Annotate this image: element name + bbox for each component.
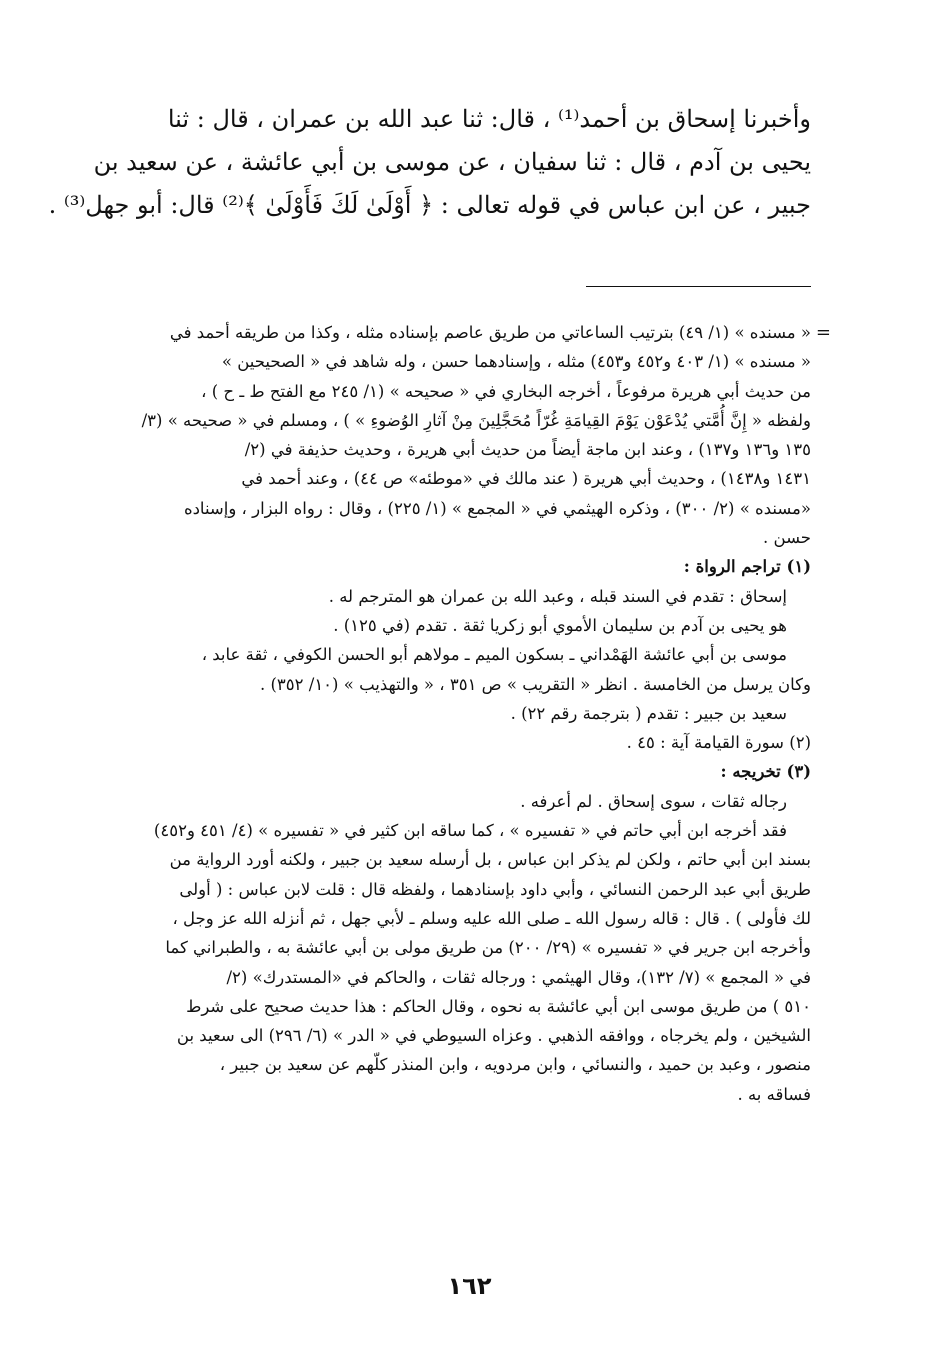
footnote-line: إسحاق : تقدم في السند قبله ، وعبد الله بن عمران هو المترجم له . — [328, 586, 787, 606]
footnote-line: «مسنده » (٢/ ٣٠٠) ، وذكره الهيثمي في « المجمع » (١/ ٢٢٥) ، وقال : رواه البزار ، وإسناده — [183, 498, 811, 518]
footnote-line: ١٣٥ و١٣٦ و١٣٧) ، وعند ابن ماجة أيضاً من حديث أبي هريرة ، وحديث حذيفة في (٢/ — [244, 440, 811, 460]
footnote-line: موسى بن أبي عائشة الهَمْداني ـ بسكون الميم ـ مولاهم أبو الحسن الكوفي ، ثقة عابد ، — [201, 645, 787, 665]
main-text-block — [48, 98, 811, 227]
footnote-line: ولفظه « إِنَّ أُمَّتي يُدْعَوْن يَوْمَ القِيامَةِ غُرّاً مُحَجَّلِينَ مِنْ آثارِ الوُضوءِ » ) ، ومسلم في « صحيحه » (٣/ — [141, 410, 811, 430]
footnotes-block — [110, 318, 811, 1109]
footnote-line: من حديث أبي هريرة مرفوعاً ، أخرجه البخاري في « صحيحه » (١/ ٢٤٥ مع الفتح ط ـ ح ) ، — [201, 381, 811, 401]
footnote-continuation-mark: = — [815, 322, 831, 343]
footnote-line: فساقه به . — [737, 1084, 811, 1104]
main-text-line: جبير ، عن ابن عباس في قوله تعالى : ﴿ أَوْلَىٰ لَكَ فَأَوْلَىٰ ﴾⁽²⁾ قال: أبو جهل⁽³⁾ . — [48, 191, 811, 219]
footnote-separator — [586, 286, 811, 287]
footnote-line: في « المجمع » (٧/ ١٣٢)، وقال الهيثمي : ورجاله ثقات ، والحاكم في «المستدرك» (٢/ — [226, 967, 811, 987]
footnote-line: حسن . — [763, 528, 811, 548]
footnote-line: فقد أخرجه ابن أبي حاتم في « تفسيره » ، كما ساقه ابن كثير في « تفسيره » (٤/ ٤٥١ و٤٥٢) — [153, 821, 787, 841]
main-text-line: وأخبرنا إسحاق بن أحمد⁽¹⁾ ، قال: ثنا عبد الله بن عمران ، قال : ثنا — [167, 105, 811, 133]
footnote-line: (٣) تخريجه : — [720, 762, 811, 782]
footnote-line: ١٤٣١ و١٤٣٨) ، وحديث أبي هريرة ( عند مالك في «موطئه» ص ٤٤) ، وعند أحمد في — [241, 469, 811, 489]
footnote-line: سعيد بن جبير : تقدم ( بترجمة رقم ٢٢) . — [510, 703, 787, 723]
footnote-line: (٢) سورة القيامة آية : ٤٥ . — [626, 733, 811, 753]
footnote-line: هو يحيى بن آدم بن سليمان الأموي أبو زكريا ثقة . تقدم (في ١٢٥) . — [333, 615, 787, 635]
footnote-line: وأخرجه ابن جرير في « تفسيره » (٢٩/ ٢٠٠) من طريق مولى بن أبي عائشة به ، والطبراني كما — [165, 938, 811, 958]
footnote-line: طريق أبي عبد الرحمن النسائي ، وأبي داود بإسنادهما ، ولفظه قال : قلت لابن عباس : ( أولى — [179, 879, 811, 899]
footnote-line: « مسنده » (١/ ٤٠٣ و٤٥٢ و٤٥٣) مثله ، وإسنادهما حسن ، وله شاهد في « الصحيحين » — [221, 352, 811, 372]
footnote-line: الشيخين ، ولم يخرجاه ، ووافقه الذهبي . وعزاه السيوطي في « الدر » (٦/ ٢٩٦) الى سعيد بن — [176, 1026, 811, 1046]
main-text-line: يحيى بن آدم ، قال : ثنا سفيان ، عن موسى بن أبي عائشة ، عن سعيد بن — [93, 148, 811, 176]
footnote-line: منصور ، وعبد بن حميد ، والنسائي ، وابن مردويه ، وابن المنذر كلّهم عن سعيد بن جبير ، — [219, 1055, 811, 1075]
footnote-line: « مسنده » (١/ ٤٩) بترتيب الساعاتي من طريق عاصم بإسناده مثله ، وكذا من طريقه أحمد في — [169, 323, 811, 342]
page-number: ١٦٢ — [447, 1272, 492, 1300]
footnote-line: بسند ابن أبي حاتم ، ولكن لم يذكر ابن عباس ، بل أرسله سعيد بن جبير ، ولكنه أورد الرواية من — [169, 850, 811, 870]
footnote-line: وكان يرسل من الخامسة . انظر « التقريب » ص ٣٥١ ، « والتهذيب » (١٠/ ٣٥٢) . — [259, 674, 811, 694]
footnote-line: لك فأولى ) . قال : قاله رسول الله ـ صلى الله عليه وسلم ـ لأبي جهل ، ثم أنزله الله عز وجل ، — [172, 908, 811, 928]
footnote-line: رجاله ثقات ، سوى إسحاق . لم أعرفه . — [520, 791, 787, 811]
footnote-line: (١) تراجم الرواة : — [683, 557, 811, 577]
footnote-line: ٥١٠ ) من طريق موسى ابن أبي عائشة به نحوه ، وقال الحاكم : هذا حديث صحيح على شرط — [186, 996, 811, 1016]
